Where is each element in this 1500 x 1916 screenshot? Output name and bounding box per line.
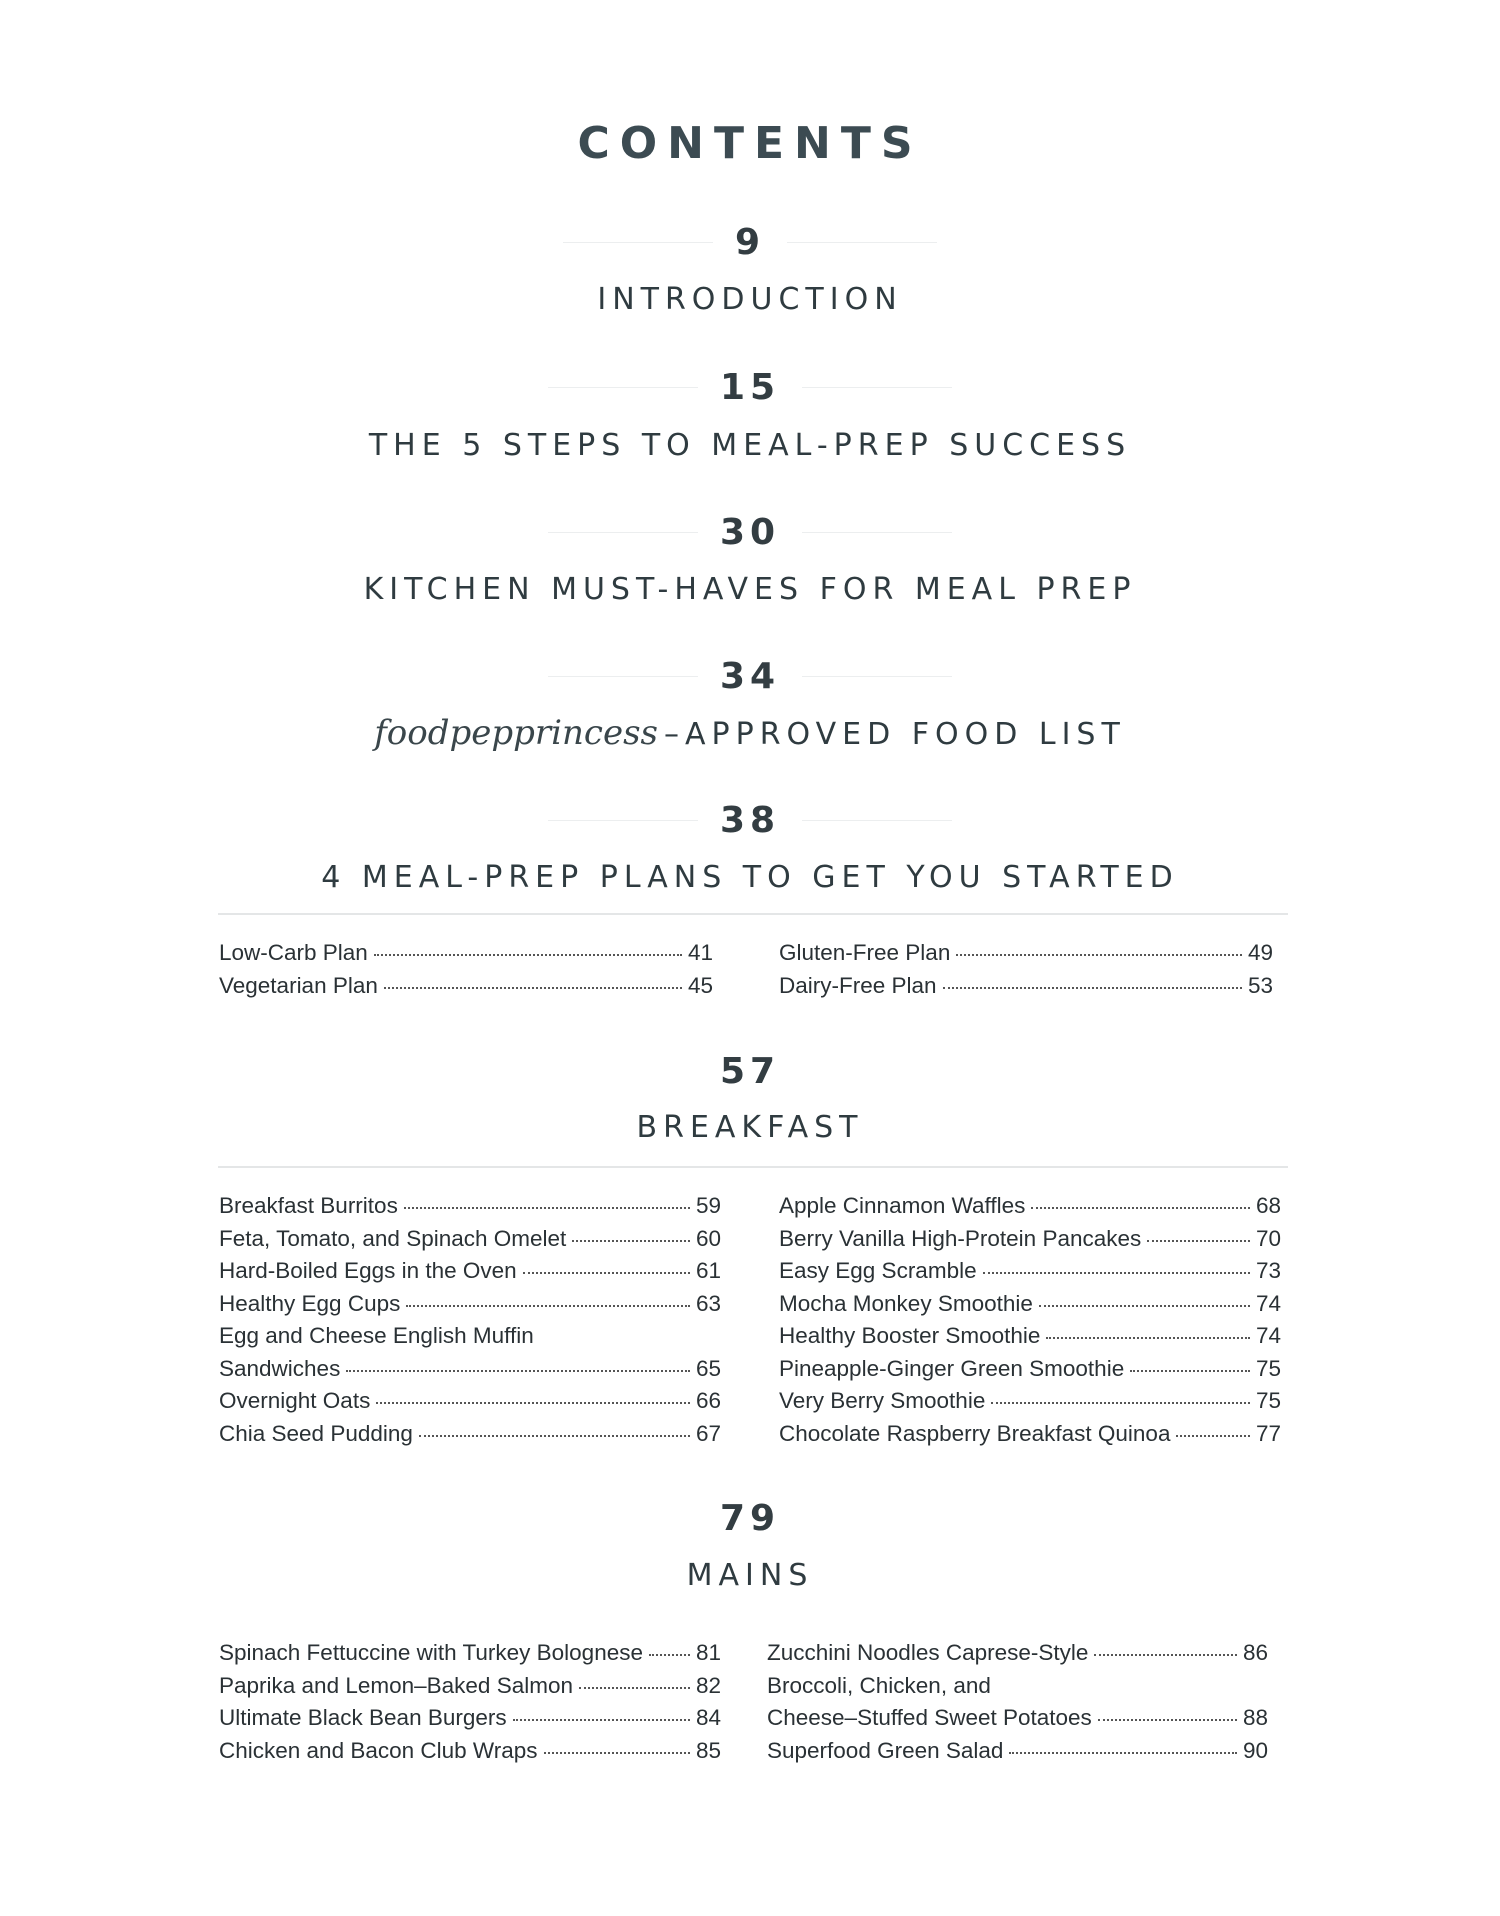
- toc-entry[interactable]: Egg and Cheese English Muffin: [219, 1323, 534, 1348]
- rule-right: [802, 820, 952, 821]
- toc-entry[interactable]: Apple Cinnamon Waffles 68: [779, 1193, 1281, 1218]
- rule-right: [787, 242, 937, 243]
- section-title: MAINS: [686, 1558, 814, 1593]
- toc-entry[interactable]: Sandwiches 65: [219, 1355, 721, 1381]
- toc-entry[interactable]: Dairy-Free Plan 53: [779, 972, 1273, 998]
- toc-entry[interactable]: Cheese–Stuffed Sweet Potatoes 88: [767, 1705, 1268, 1730]
- dot-leader: [419, 1435, 690, 1437]
- toc-entry[interactable]: Very Berry Smoothie 75: [779, 1388, 1281, 1413]
- toc-entry[interactable]: Chia Seed Pudding 67: [219, 1420, 721, 1446]
- mains-list-left: [219, 1640, 721, 1770]
- toc-entry[interactable]: Chocolate Raspberry Breakfast Quinoa 77: [779, 1420, 1281, 1446]
- dot-leader: [523, 1272, 690, 1274]
- rule-right: [802, 676, 952, 677]
- toc-entry[interactable]: Spinach Fettuccine with Turkey Bolognese 81: [219, 1640, 721, 1665]
- toc-entry[interactable]: Superfood Green Salad 90: [767, 1737, 1268, 1763]
- section-title: THE 5 STEPS TO MEAL-PREP SUCCESS: [368, 428, 1132, 463]
- rule-left: [548, 820, 698, 821]
- plans-list-right: [779, 940, 1273, 1005]
- dot-leader: [1176, 1435, 1250, 1437]
- dot-leader: [991, 1402, 1250, 1404]
- dot-leader: [1098, 1719, 1237, 1721]
- mains-list-right: [767, 1640, 1268, 1770]
- section-page-number: 9: [0, 217, 1500, 267]
- section-title: 4 MEAL-PREP PLANS TO GET YOU STARTED: [321, 860, 1179, 895]
- dot-leader: [346, 1370, 690, 1372]
- section-page-number: 30: [0, 507, 1500, 557]
- toc-entry[interactable]: Broccoli, Chicken, and: [767, 1672, 991, 1698]
- dot-leader: [544, 1752, 690, 1754]
- dot-leader: [943, 987, 1242, 989]
- section-page-number: 79: [719, 1497, 781, 1539]
- toc-entry[interactable]: Paprika and Lemon–Baked Salmon 82: [219, 1672, 721, 1698]
- dot-leader: [572, 1240, 690, 1242]
- section-title: foodpepprincess –APPROVED FOOD LIST: [374, 713, 1126, 753]
- dot-leader: [376, 1402, 690, 1404]
- rule-left: [563, 242, 713, 243]
- dot-leader: [1130, 1370, 1250, 1372]
- toc-entry[interactable]: Breakfast Burritos 59: [219, 1193, 721, 1218]
- toc-entry[interactable]: Chicken and Bacon Club Wraps 85: [219, 1737, 721, 1763]
- rule-right: [802, 532, 952, 533]
- toc-entry[interactable]: Ultimate Black Bean Burgers 84: [219, 1705, 721, 1730]
- dot-leader: [384, 987, 682, 989]
- dot-leader: [579, 1687, 690, 1689]
- divider: [218, 913, 1288, 915]
- toc-entry[interactable]: Berry Vanilla High-Protein Pancakes 70: [779, 1225, 1281, 1251]
- toc-entry[interactable]: Easy Egg Scramble 73: [779, 1258, 1281, 1283]
- toc-entry[interactable]: Healthy Egg Cups 63: [219, 1290, 721, 1316]
- page-title: CONTENTS: [577, 118, 923, 169]
- dot-leader: [983, 1272, 1250, 1274]
- toc-entry[interactable]: Hard-Boiled Eggs in the Oven 61: [219, 1258, 721, 1283]
- dot-leader: [404, 1207, 690, 1209]
- dot-leader: [1094, 1654, 1237, 1656]
- section-title: BREAKFAST: [636, 1110, 864, 1145]
- rule-right: [802, 387, 952, 388]
- rule-left: [548, 387, 698, 388]
- breakfast-list-right: [779, 1193, 1281, 1453]
- section-title: INTRODUCTION: [597, 282, 903, 317]
- dot-leader: [1009, 1752, 1237, 1754]
- toc-entry[interactable]: Mocha Monkey Smoothie 74: [779, 1290, 1281, 1316]
- section-page-number: 57: [719, 1050, 781, 1092]
- dot-leader: [1046, 1337, 1250, 1339]
- dot-leader: [1031, 1207, 1250, 1209]
- dot-leader: [956, 954, 1242, 956]
- brand-wordmark: foodpepprincess: [374, 713, 658, 753]
- dot-leader: [513, 1719, 690, 1721]
- divider: [218, 1166, 1288, 1168]
- dot-leader: [1039, 1305, 1250, 1307]
- section-title: KITCHEN MUST-HAVES FOR MEAL PREP: [363, 572, 1137, 607]
- rule-left: [548, 532, 698, 533]
- toc-entry[interactable]: Overnight Oats 66: [219, 1388, 721, 1413]
- dot-leader: [374, 954, 682, 956]
- breakfast-list-left: [219, 1193, 721, 1453]
- toc-entry[interactable]: Healthy Booster Smoothie 74: [779, 1323, 1281, 1348]
- section-page-number: 15: [0, 362, 1500, 412]
- dot-leader: [1147, 1240, 1250, 1242]
- section-page-number: 38: [0, 795, 1500, 845]
- plans-list-left: [219, 940, 713, 1005]
- toc-entry[interactable]: Zucchini Noodles Caprese-Style 86: [767, 1640, 1268, 1665]
- toc-entry[interactable]: Pineapple-Ginger Green Smoothie 75: [779, 1355, 1281, 1381]
- rule-left: [548, 676, 698, 677]
- toc-entry[interactable]: Feta, Tomato, and Spinach Omelet 60: [219, 1225, 721, 1251]
- dot-leader: [649, 1654, 690, 1656]
- section-page-number: 34: [0, 651, 1500, 701]
- toc-entry[interactable]: Vegetarian Plan 45: [219, 972, 713, 998]
- toc-entry[interactable]: Gluten-Free Plan 49: [779, 940, 1273, 965]
- dot-leader: [406, 1305, 690, 1307]
- toc-entry[interactable]: Low-Carb Plan 41: [219, 940, 713, 965]
